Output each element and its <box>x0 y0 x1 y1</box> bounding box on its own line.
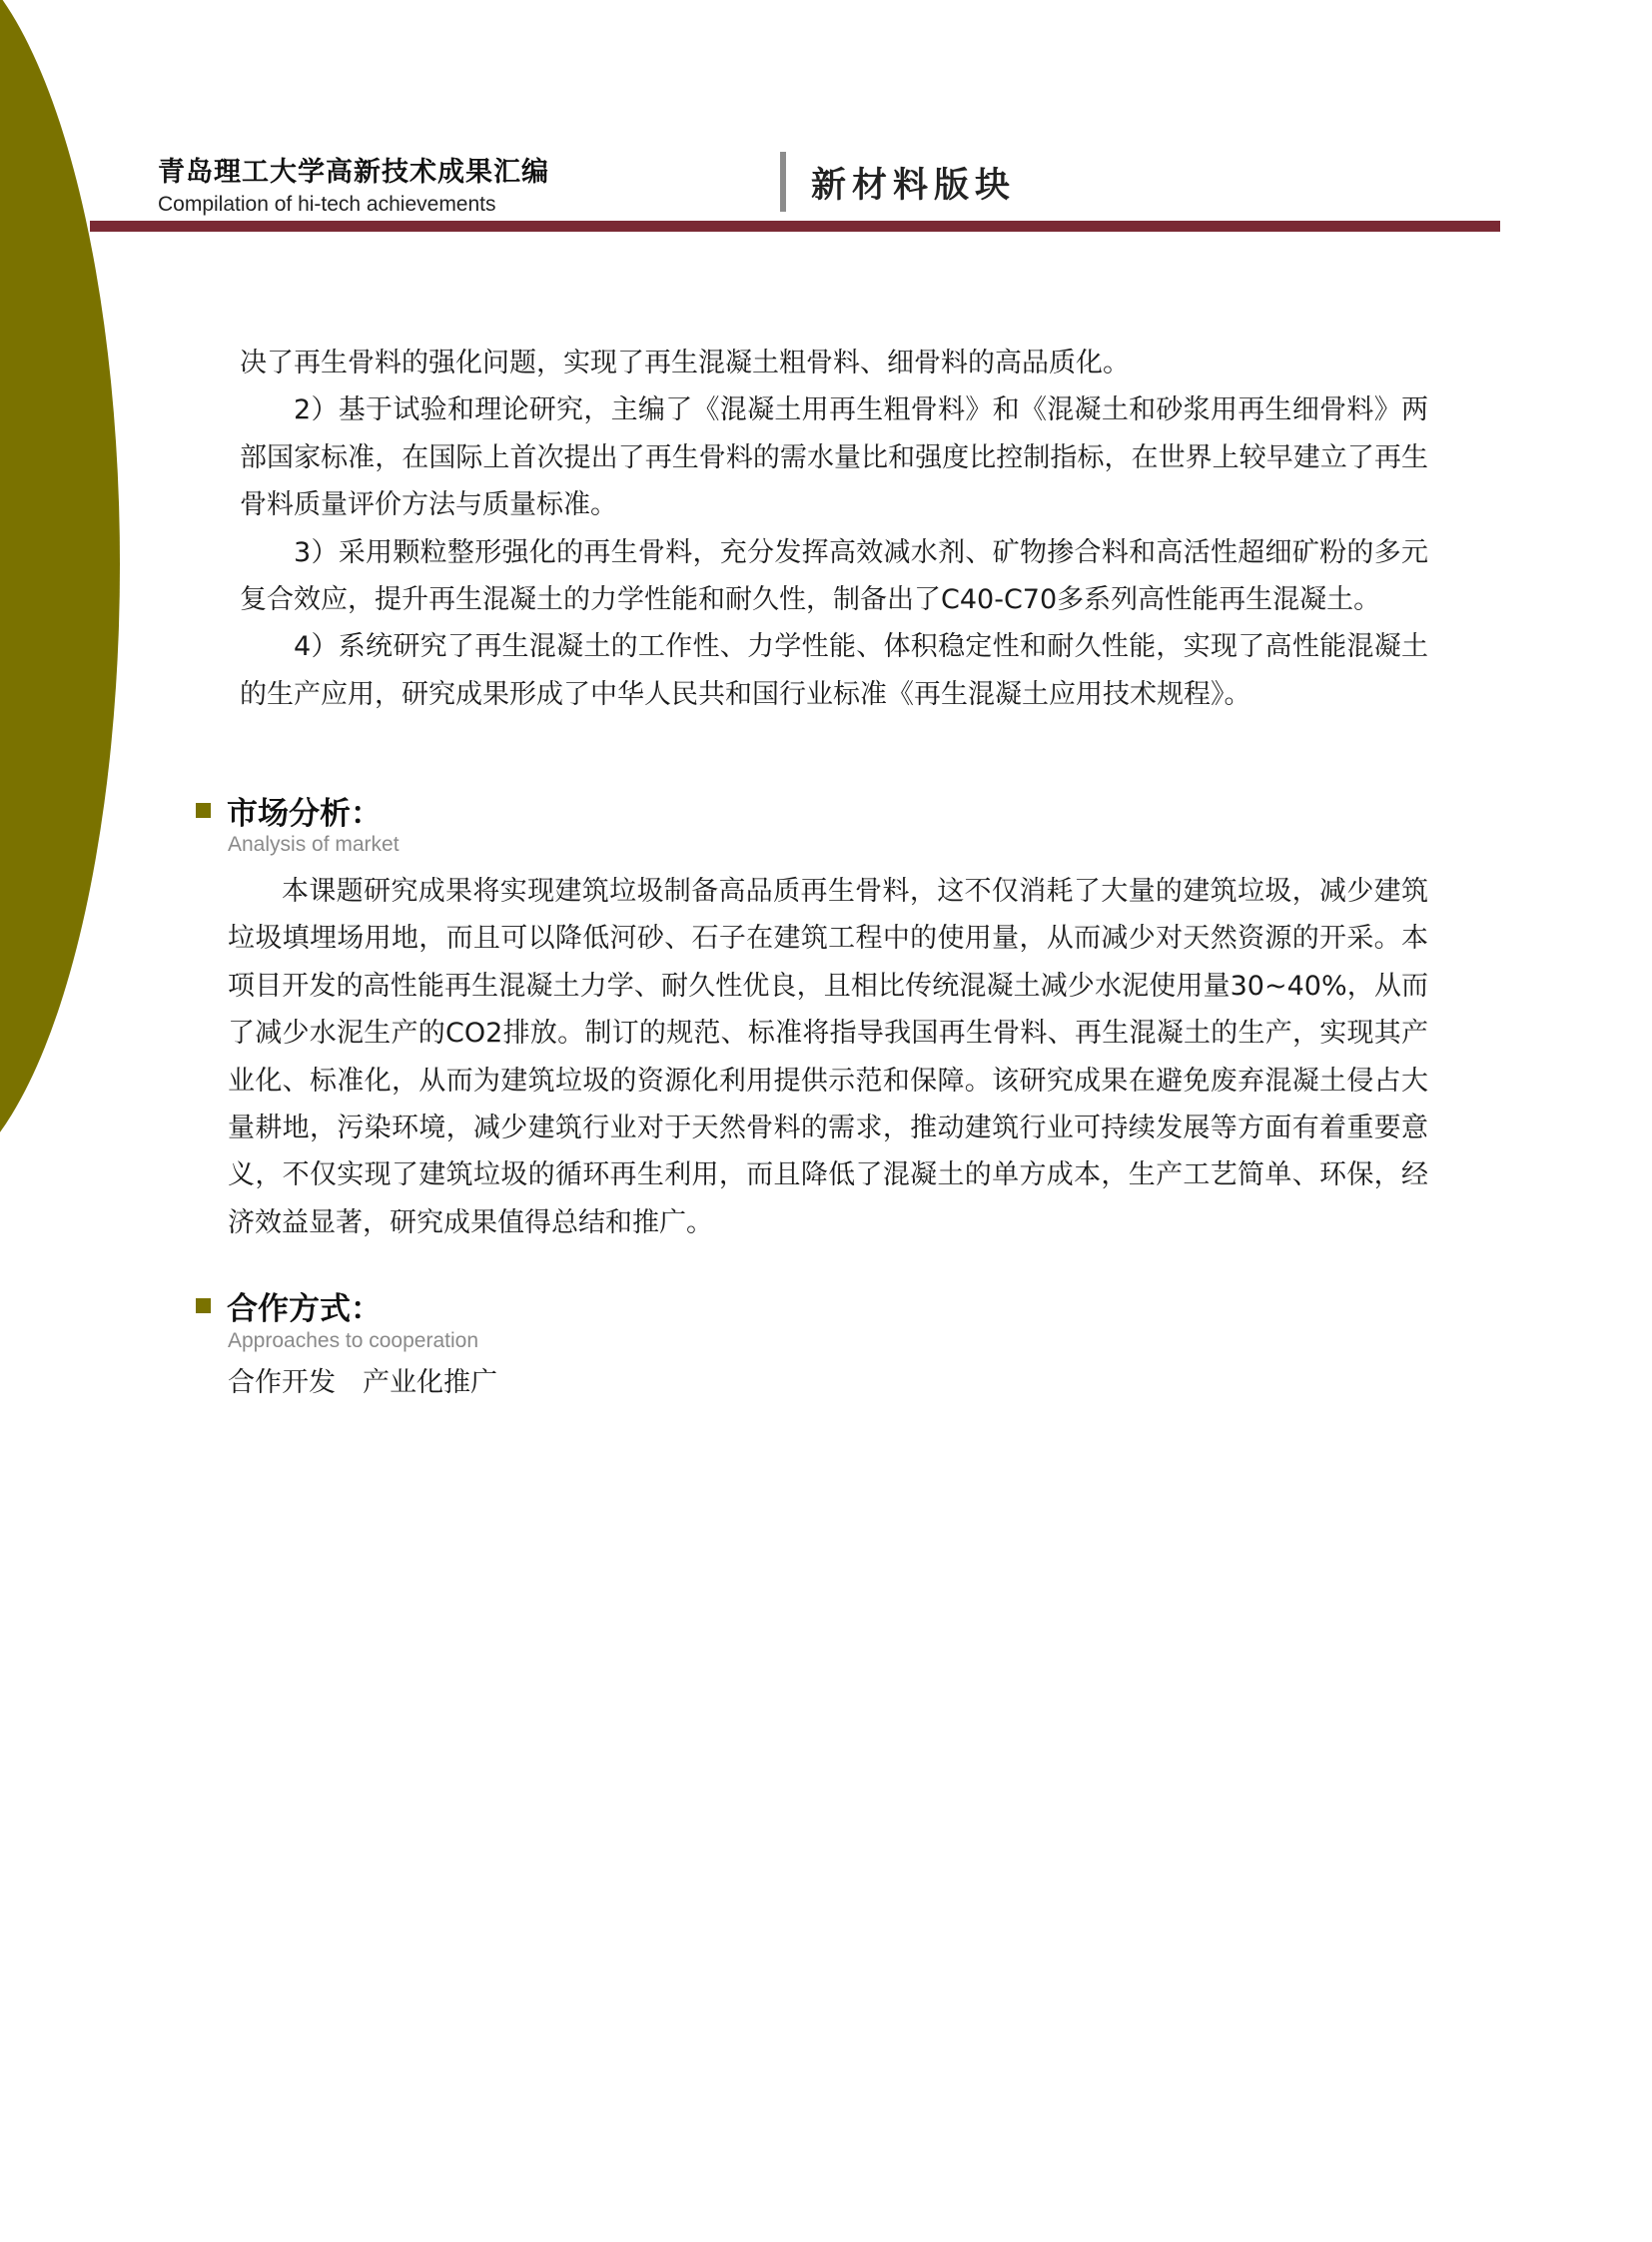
market-subheading: Analysis of market <box>228 833 400 856</box>
body-paragraph-item-2: 2）基于试验和理论研究，主编了《混凝土用再生粗骨料》和《混凝土和砂浆用再生细骨料》两部国家标准，在国际上首次提出了再生骨料的需水量比和强度比控制指标，在世界上较早建立了再生骨料质量评价方法与质量标准。 <box>240 394 1428 521</box>
cooperation-heading <box>196 1283 382 1328</box>
market-paragraph: 本课题研究成果将实现建筑垃圾制备高品质再生骨料，这不仅消耗了大量的建筑垃圾，减少建筑垃圾填埋场用地，而且可以降低河砂、石子在建筑工程中的使用量，从而减少对天然资源的开采。本项目开发的高性能再生混凝土力学、耐久性优良，且相比传统混凝土减少水泥使用量30~40%，从而了减少水泥生产的CO2排放。制订的规范、标准将指导我国再生骨料、再生混凝土的生产，实现其产业化、标准化，从而为建筑垃圾的资源化利用提供示范和保障。该研究成果在避免废弃混凝土侵占大量耕地，污染环境，减少建筑行业对于天然骨料的需求，推动建筑行业可持续发展等方面有着重要意义，不仅实现了建筑垃圾的循环再生利用，而且降低了混凝土的单方成本，生产工艺简单、环保，经济效益显著，研究成果值得总结和推广。 <box>228 876 1428 1238</box>
square-bullet-icon <box>196 803 211 818</box>
header-title-cn: 青岛理工大学高新技术成果汇编 <box>158 157 549 188</box>
square-bullet-icon <box>196 1298 211 1313</box>
body-paragraph-continuation: 决了再生骨料的强化问题，实现了再生混凝土粗骨料、细骨料的高品质化。 <box>240 348 1130 378</box>
body-paragraph-item-4: 4）系统研究了再生混凝土的工作性、力学性能、体积稳定性和耐久性能，实现了高性能混凝土的生产应用，研究成果形成了中华人民共和国行业标准《再生混凝土应用技术规程》。 <box>240 631 1428 710</box>
market-heading <box>196 788 382 833</box>
cooperation-text: 合作开发 产业化推广 <box>228 1367 497 1398</box>
header-divider <box>780 152 786 212</box>
cooperation-heading-label: 合作方式： <box>227 1291 382 1327</box>
header-section-title: 新材料版块 <box>811 165 1017 206</box>
body-paragraph-item-3: 3）采用颗粒整形强化的再生骨料，充分发挥高效减水剂、矿物掺合料和高活性超细矿粉的多元复合效应，提升再生混凝土的力学性能和耐久性，制备出了C40-C70多系列高性能再生混凝土。 <box>240 536 1428 616</box>
body-text <box>240 340 1428 718</box>
cooperation-subheading: Approaches to cooperation <box>228 1329 479 1352</box>
market-heading-label: 市场分析： <box>227 796 382 832</box>
decorative-side-ellipse <box>0 0 120 1188</box>
header-bar <box>90 221 1500 232</box>
header-title-en: Compilation of hi-tech achievements <box>158 193 496 216</box>
